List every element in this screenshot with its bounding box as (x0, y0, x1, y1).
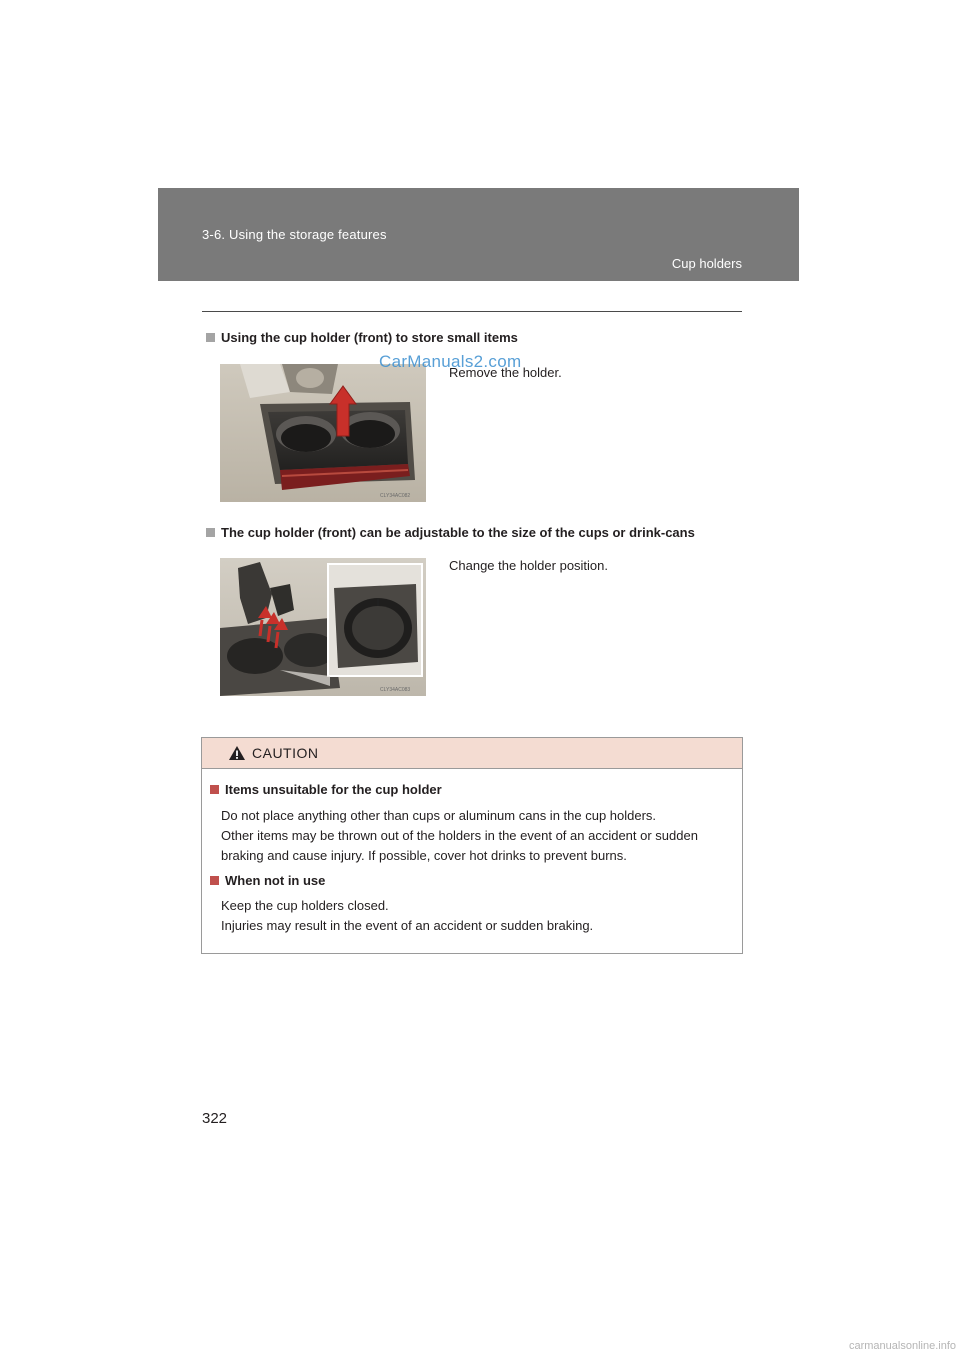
caution-item-heading (210, 782, 442, 797)
section-heading-text: Using the cup holder (front) to store small items (221, 330, 518, 345)
caption-change-position: Change the holder position. (449, 558, 609, 573)
watermark-text: CarManuals2.com (379, 352, 522, 371)
caution-line: braking and cause injury. If possible, cover hot drinks to prevent burns. (221, 848, 627, 863)
section-heading-store-items (206, 330, 518, 345)
caution-line: Other items may be thrown out of the holders in the event of an accident or sudden (221, 828, 698, 843)
bullet-square-icon (210, 785, 219, 794)
cup-holder-remove-image (220, 364, 426, 502)
image-code: CLY34AC083 (380, 687, 411, 693)
caution-line: Do not place anything other than cups or aluminum cans in the cup holders. (221, 808, 657, 823)
caution-title: CAUTION (252, 745, 319, 761)
caption-remove-holder: Remove the holder. (449, 365, 562, 380)
section-label: 3-6. Using the storage features (202, 227, 387, 242)
caution-item-heading (210, 873, 325, 888)
cup-holder-adjust-image (220, 558, 426, 696)
footer-watermark: carmanualsonline.info (848, 1340, 956, 1352)
caution-line: Injuries may result in the event of an accident or sudden braking. (221, 918, 594, 933)
page-header (158, 188, 799, 281)
page-number: 322 (202, 1110, 228, 1127)
warning-triangle-icon (228, 745, 246, 761)
section-heading-text: The cup holder (front) can be adjustable to the size of the cups or drink-cans (221, 525, 695, 540)
caution-heading-text: Items unsuitable for the cup holder (225, 782, 442, 797)
page-title: Cup holders (671, 256, 742, 271)
section-heading-adjustable (206, 525, 695, 540)
image-code: CLY34AC082 (380, 493, 411, 499)
caution-box (201, 737, 743, 954)
divider (202, 311, 742, 312)
bullet-square-icon (206, 333, 215, 342)
caution-header (202, 738, 742, 769)
caution-item-body (221, 806, 741, 866)
caution-heading-text: When not in use (225, 873, 326, 888)
caution-item-body (221, 896, 741, 936)
bullet-square-icon (206, 528, 215, 537)
caution-line: Keep the cup holders closed. (221, 898, 389, 913)
bullet-square-icon (210, 876, 219, 885)
